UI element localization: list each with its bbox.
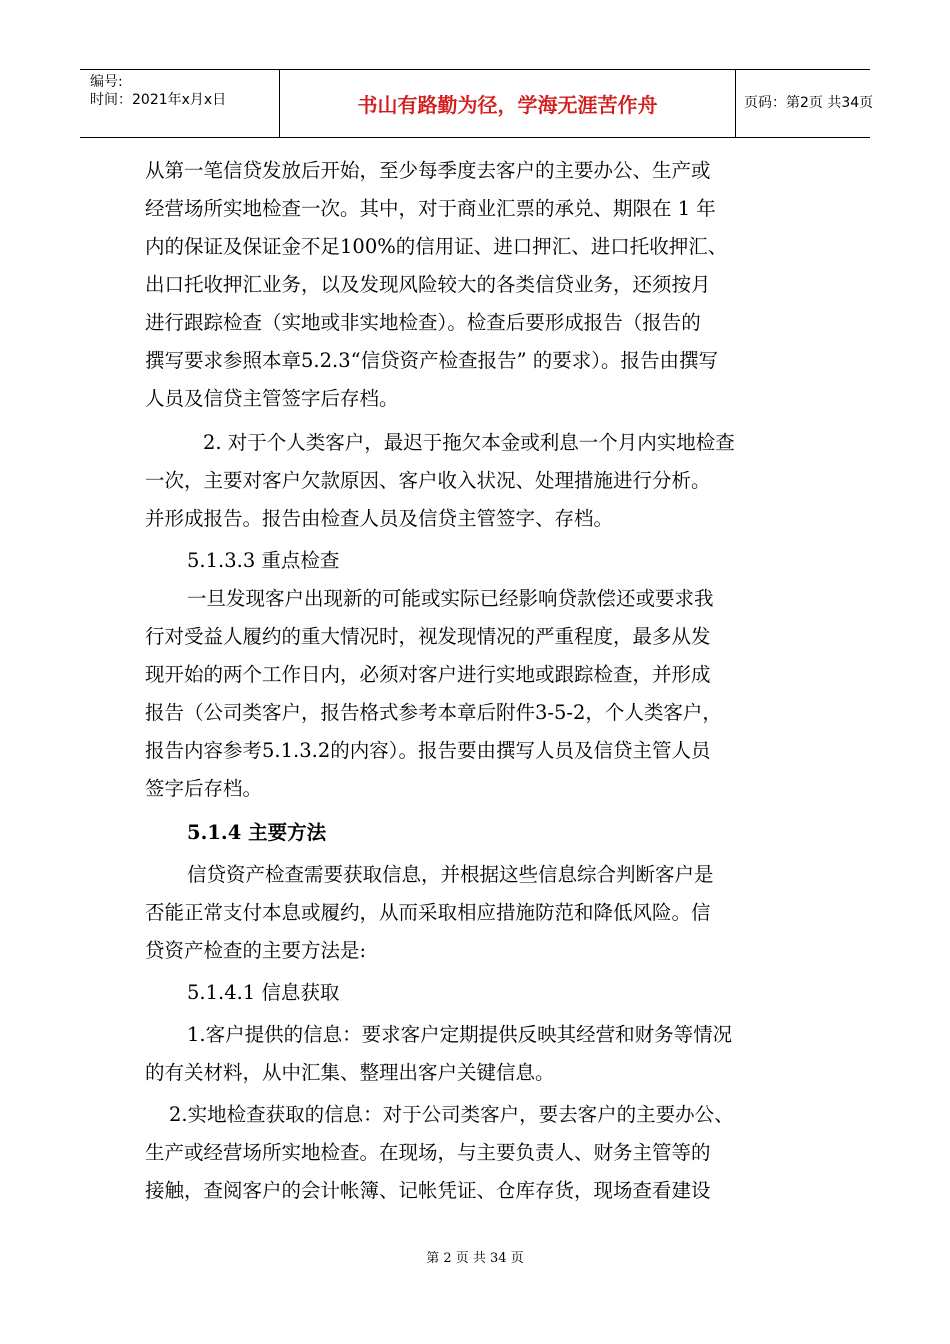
section-heading-5-1-4-1: 5.1.4.1 信息获取 [187, 981, 340, 1004]
body-line: 一次，主要对客户欠款原因、客户收入状况、处理措施进行分析。 [145, 469, 711, 492]
section-heading-5-1-4: 5.1.4 主要方法 [187, 821, 327, 844]
body-line: 并形成报告。报告由检查人员及信贷主管签字、存档。 [145, 507, 614, 530]
body-line: 人员及信贷主管签字后存档。 [145, 387, 399, 410]
header-motto: 书山有路勤为径，学海无涯苦作舟 [357, 93, 658, 117]
body-line: 行对受益人履约的重大情况时，视发现情况的严重程度，最多从发 [145, 625, 711, 648]
body-line: 进行跟踪检查（实地或非实地检查）。检查后要形成报告（报告的 [145, 311, 701, 334]
body-line: 签字后存档。 [145, 777, 263, 800]
body-line: 接触，查阅客户的会计帐簿、记帐凭证、仓库存货，现场查看建设 [145, 1179, 711, 1202]
section-heading-5-1-3-3: 5.1.3.3 重点检查 [187, 549, 340, 572]
body-line: 2. 对于个人类客户，最迟于拖欠本金或利息一个月内实地检查 [203, 431, 735, 454]
document-time-label: 时间：2021年x月x日 [90, 92, 227, 108]
header-meta-cell [80, 70, 280, 137]
body-line: 生产或经营场所实地检查。在现场，与主要负责人、财务主管等的 [145, 1141, 711, 1164]
body-line: 2.实地检查获取的信息：对于公司类客户，要去客户的主要办公、 [169, 1103, 734, 1126]
header-page-cell [736, 70, 874, 137]
body-line: 经营场所实地检查一次。其中，对于商业汇票的承兑、期限在 1 年 [145, 197, 716, 220]
page-header [80, 69, 874, 138]
header-page-number: 页码：第2页 共34页 [744, 95, 874, 111]
body-line: 信贷资产检查需要获取信息，并根据这些信息综合判断客户是 [187, 863, 714, 886]
body-line: 贷资产检查的主要方法是: [145, 939, 367, 962]
body-line: 一旦发现客户出现新的可能或实际已经影响贷款偿还或要求我 [187, 587, 714, 610]
body-line: 出口托收押汇业务，以及发现风险较大的各类信贷业务，还须按月 [145, 273, 711, 296]
body-line: 现开始的两个工作日内，必须对客户进行实地或跟踪检查，并形成 [145, 663, 711, 686]
body-line: 报告内容参考5.1.3.2的内容）。报告要由撰写人员及信贷主管人员 [145, 739, 711, 762]
page-footer: 第 2 页 共 34 页 [426, 1251, 524, 1266]
body-line: 的有关材料，从中汇集、整理出客户关键信息。 [145, 1061, 555, 1084]
body-line: 内的保证及保证金不足100%的信用证、进口押汇、进口托收押汇、 [145, 235, 728, 258]
header-motto-cell [280, 70, 736, 137]
body-line: 报告（公司类客户，报告格式参考本章后附件3-5-2，个人类客户， [145, 701, 722, 724]
body-line: 从第一笔信贷发放后开始，至少每季度去客户的主要办公、生产或 [145, 159, 711, 182]
document-number-label: 编号: [90, 74, 123, 90]
body-line: 否能正常支付本息或履约，从而采取相应措施防范和降低风险。信 [145, 901, 711, 924]
body-line: 1.客户提供的信息：要求客户定期提供反映其经营和财务等情况 [187, 1023, 733, 1046]
body-line: 撰写要求参照本章5.2.3“信贷资产检查报告” 的要求）。报告由撰写 [145, 349, 719, 372]
